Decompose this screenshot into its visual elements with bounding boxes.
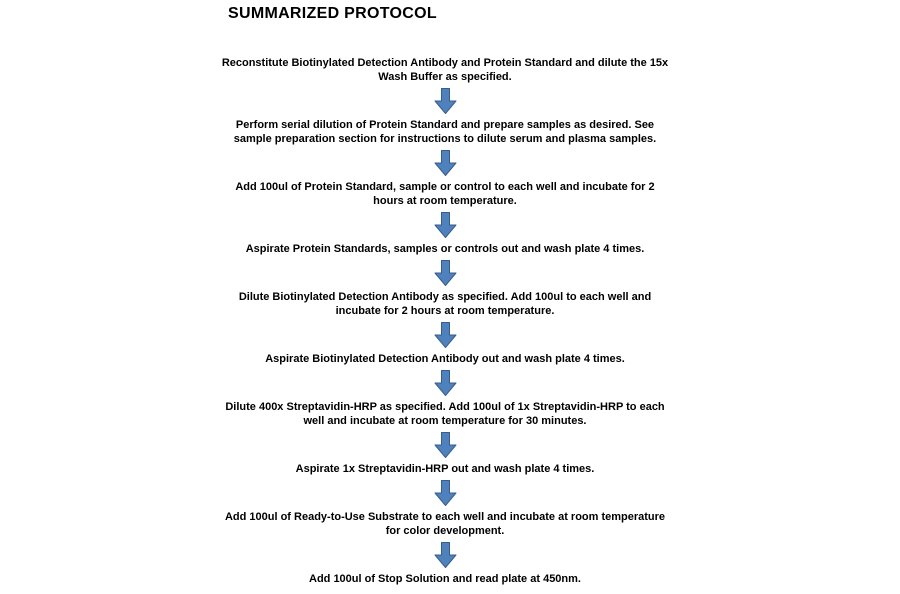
- flow-step-8: [296, 462, 595, 476]
- flow-step-4: [246, 242, 645, 256]
- step-text-line: Perform serial dilution of Protein Standard and prepare samples as desired. See: [235, 119, 655, 131]
- step-text-line: well and incubate at room temperature for 30 minutes.: [303, 415, 587, 427]
- step-text-line: Wash Buffer as specified.: [378, 71, 512, 83]
- step-text-line: Add 100ul of Stop Solution and read plate at 450nm.: [309, 573, 581, 585]
- step-text-line: Reconstitute Biotinylated Detection Antibody and Protein Standard and dilute the 15x: [221, 57, 669, 69]
- flow-step-10: [309, 572, 581, 586]
- step-text-line: Aspirate Protein Standards, samples or controls out and wash plate 4 times.: [245, 243, 645, 255]
- step-text-line: Add 100ul of Protein Standard, sample or control to each well and incubate for 2: [235, 181, 655, 193]
- flow-step-7: [225, 400, 664, 428]
- step-text-line: hours at room temperature.: [373, 195, 517, 207]
- down-arrow-icon: [434, 260, 457, 286]
- down-arrow-icon: [434, 370, 457, 396]
- page-title: SUMMARIZED PROTOCOL: [228, 5, 437, 22]
- step-text-line: Aspirate Biotinylated Detection Antibody out and wash plate 4 times.: [265, 353, 625, 365]
- step-text-line: sample preparation section for instructions to dilute serum and plasma samples.: [233, 133, 657, 145]
- down-arrow-icon: [434, 212, 457, 238]
- protocol-flowchart: [0, 56, 890, 586]
- down-arrow-icon: [434, 542, 457, 568]
- down-arrow-icon: [434, 480, 457, 506]
- flow-step-5: [239, 290, 651, 318]
- down-arrow-icon: [434, 322, 457, 348]
- down-arrow-icon: [434, 150, 457, 176]
- flow-step-3: [235, 180, 654, 208]
- down-arrow-icon: [434, 88, 457, 114]
- step-text-line: for color development.: [385, 525, 505, 537]
- step-text-line: Aspirate 1x Streptavidin-HRP out and wash plate 4 times.: [295, 463, 595, 475]
- flow-step-9: [225, 510, 665, 538]
- step-text-line: Dilute Biotinylated Detection Antibody as specified. Add 100ul to each well and: [238, 291, 652, 303]
- step-text-line: Dilute 400x Streptavidin-HRP as specified. Add 100ul of 1x Streptavidin-HRP to each: [225, 401, 665, 413]
- step-text-line: incubate for 2 hours at room temperature.: [335, 305, 555, 317]
- flow-step-6: [265, 352, 625, 366]
- down-arrow-icon: [434, 432, 457, 458]
- flow-step-2: [234, 118, 656, 146]
- step-text-line: Add 100ul of Ready-to-Use Substrate to each well and incubate at room temperature: [224, 511, 666, 523]
- flow-step-1: [222, 56, 668, 84]
